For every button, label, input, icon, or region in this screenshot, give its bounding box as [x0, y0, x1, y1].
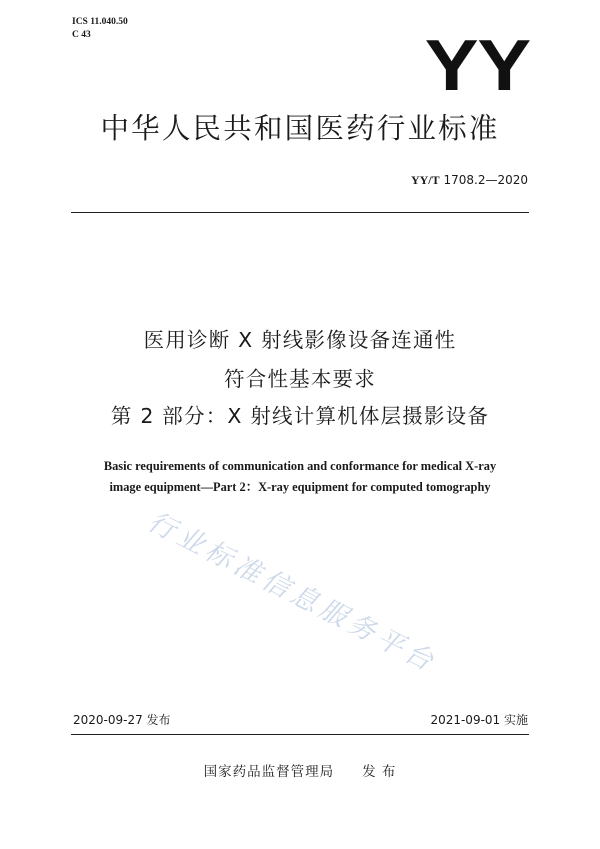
issuer	[0, 763, 600, 781]
standard-code-number: 1708.2—2020	[443, 173, 528, 187]
standard-title: 中华人民共和国医药行业标准	[100, 112, 500, 145]
ccs-code: C 43	[72, 30, 91, 40]
issuer-name: 国家药品监督管理局	[203, 764, 335, 780]
english-title	[0, 456, 600, 498]
watermark: 行业标准信息服务平台	[142, 506, 442, 680]
bottom-divider	[71, 734, 529, 735]
standard-code-prefix: YY/T	[410, 173, 440, 187]
yy-logo: YY	[424, 26, 530, 106]
cn-title-line-2: 符合性基本要求	[224, 367, 376, 391]
top-divider	[71, 212, 529, 213]
cn-title-line-1: 医用诊断 X 射线影像设备连通性	[143, 328, 457, 352]
standard-number	[411, 172, 528, 188]
en-title-line-1: Basic requirements of communication and conformance for medical X-ray	[103, 459, 497, 473]
implementation-date: 2021-09-01 实施	[430, 713, 528, 727]
en-title-line-2: image equipment—Part 2：X-ray equipment for computed tomography	[109, 480, 491, 494]
classification-codes	[72, 16, 128, 42]
issuer-action: 发 布	[362, 764, 397, 780]
issue-date: 2020-09-27 发布	[73, 713, 171, 727]
ics-code: ICS 11.040.50	[72, 17, 128, 27]
cn-title-line-3: 第 2 部分：X 射线计算机体层摄影设备	[110, 404, 490, 428]
